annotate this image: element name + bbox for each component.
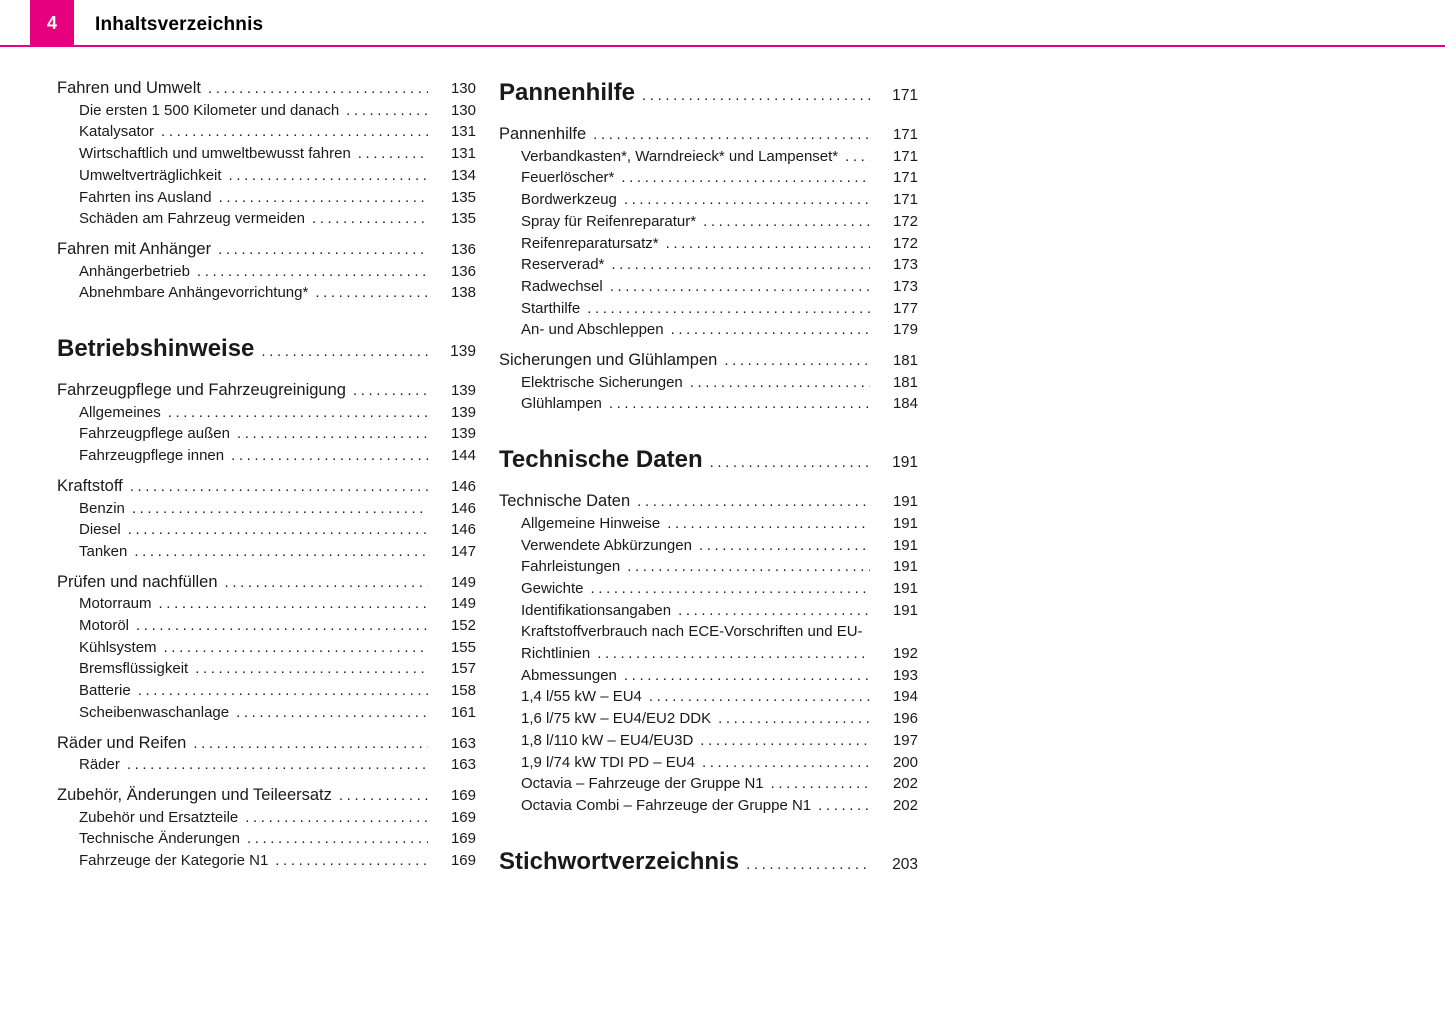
toc-entry-page: 152 [450, 617, 476, 635]
page-title: Inhaltsverzeichnis [95, 14, 264, 35]
toc-leader-dots [231, 445, 428, 467]
toc-leader-dots [621, 167, 870, 189]
toc-entry-label: Richtlinien [521, 645, 591, 663]
toc-leader-dots [193, 733, 428, 755]
toc-leader-dots [346, 100, 428, 122]
toc-leader-dots [609, 393, 870, 415]
toc-entry-page: 134 [450, 166, 476, 184]
toc-entry-label: Betriebshinweise [57, 335, 255, 363]
toc-entry [499, 491, 918, 513]
toc-entry-page: 163 [450, 756, 476, 774]
toc-entry [57, 187, 476, 209]
toc-entry-label: Abnehmbare Anhängevorrichtung* [79, 284, 309, 302]
toc-leader-dots [699, 535, 870, 557]
toc-entry-label: Räder [79, 756, 120, 774]
toc-entry-label: Bremsflüssigkeit [79, 660, 189, 678]
toc-leader-dots [195, 658, 428, 680]
toc-entry-label: Schäden am Fahrzeug vermeiden [79, 210, 305, 228]
toc-entry [57, 615, 476, 637]
toc-leader-dots [237, 423, 428, 445]
toc-entry [499, 665, 918, 687]
toc-leader-dots [818, 795, 870, 817]
toc-leader-dots [229, 165, 428, 187]
toc-entry [499, 686, 918, 708]
toc-column-right [499, 78, 918, 893]
toc-entry-page: 184 [892, 395, 918, 413]
toc-leader-dots [130, 476, 428, 498]
toc-entry-page: 191 [892, 558, 918, 576]
toc-entry [57, 519, 476, 541]
toc-leader-dots [718, 708, 870, 730]
toc-entry [499, 167, 918, 189]
toc-entry-page: 181 [892, 373, 918, 391]
toc-entry [57, 593, 476, 615]
toc-entry-page: 171 [892, 169, 918, 187]
toc-leader-dots [710, 448, 870, 478]
toc-leader-dots [627, 556, 870, 578]
toc-entry-label: Identifikationsangaben [521, 601, 672, 619]
toc-entry [57, 637, 476, 659]
toc-entry-label: Zubehör, Änderungen und Teileersatz [57, 785, 332, 804]
toc-entry-page: 169 [450, 808, 476, 826]
toc-leader-dots [159, 593, 428, 615]
toc-entry [57, 100, 476, 122]
toc-entry-page: 131 [450, 145, 476, 163]
toc-entry-page: 139 [450, 382, 476, 400]
toc-entry [499, 233, 918, 255]
toc-leader-dots [667, 513, 870, 535]
toc-entry [499, 298, 918, 320]
toc-entry-page: 155 [450, 638, 476, 656]
toc-entry-page: 161 [450, 703, 476, 721]
toc-entry [499, 513, 918, 535]
toc-entry [499, 254, 918, 276]
toc-entry-label: Räder und Reifen [57, 733, 187, 752]
toc-entry [57, 239, 476, 261]
toc-entry [57, 282, 476, 304]
toc-leader-dots [671, 319, 870, 341]
toc-entry [57, 572, 476, 594]
toc-leader-dots [724, 350, 870, 372]
toc-entry-label: Octavia Combi – Fahrzeuge der Gruppe N1 [521, 796, 812, 814]
toc-entry-label: 1,9 l/74 kW TDI PD – EU4 [521, 753, 695, 771]
toc-entry-page: 130 [450, 80, 476, 97]
toc-entry-label: Technische Daten [499, 446, 703, 474]
toc-entry [57, 733, 476, 755]
toc-entry-label: Tanken [79, 542, 128, 560]
toc-entry-page: 130 [450, 101, 476, 119]
toc-leader-dots [591, 578, 870, 600]
toc-entry-page: 179 [892, 321, 918, 339]
toc-entry [57, 476, 476, 498]
toc-leader-dots [197, 261, 428, 283]
toc-entry-label: Scheibenwaschanlage [79, 703, 230, 721]
page-header [0, 0, 1445, 47]
toc-entry-label: Fahrzeugpflege außen [79, 425, 230, 443]
toc-entry [499, 847, 918, 880]
toc-entry [57, 754, 476, 776]
toc-entry [57, 334, 476, 367]
toc-entry-page: 163 [450, 734, 476, 752]
toc-entry-page: 197 [892, 731, 918, 749]
toc-entry-page: 191 [892, 536, 918, 554]
toc-leader-dots [702, 752, 870, 774]
toc-entry-label: Fahrzeuge der Kategorie N1 [79, 852, 269, 870]
toc-entry-page: 200 [892, 753, 918, 771]
toc-entry-page: 139 [450, 403, 476, 421]
toc-entry-page: 169 [450, 830, 476, 848]
toc-entry [499, 211, 918, 233]
toc-entry-page: 135 [450, 188, 476, 206]
toc-entry [499, 276, 918, 298]
toc-leader-dots [593, 124, 870, 146]
toc-leader-dots [208, 78, 428, 100]
toc-entry-label: Umweltverträglichkeit [79, 166, 222, 184]
toc-entry-label: 1,8 l/110 kW – EU4/EU3D [521, 731, 694, 749]
toc-entry [57, 143, 476, 165]
toc-entry [499, 535, 918, 557]
toc-leader-dots [610, 276, 870, 298]
toc-entry-page: 135 [450, 210, 476, 228]
toc-entry-label: Verbandkasten*, Warndreieck* und Lampenset* [521, 147, 839, 165]
toc-entry-page: 171 [892, 87, 918, 104]
toc-entry [57, 785, 476, 807]
toc-leader-dots [666, 233, 870, 255]
toc-leader-dots [624, 665, 870, 687]
toc-leader-dots [587, 298, 870, 320]
toc-entry-label: Bordwerkzeug [521, 191, 617, 209]
toc-entry-label: Glühlampen [521, 395, 602, 413]
toc-entry-label: Batterie [79, 682, 131, 700]
toc-entry-page: 171 [892, 126, 918, 143]
toc-entry-label: Prüfen und nachfüllen [57, 572, 218, 591]
page-number-badge [30, 0, 74, 47]
toc-leader-dots [353, 380, 428, 402]
toc-entry-label: Reifenreparatursatz* [521, 234, 659, 252]
toc-entry-label: Motoröl [79, 617, 130, 635]
toc-entry-label: Fahrten ins Ausland [79, 188, 212, 206]
toc-entry-page: 191 [892, 514, 918, 532]
toc-entry-label: Fahrzeugpflege innen [79, 447, 225, 465]
toc-entry-page: 193 [892, 666, 918, 684]
toc-entry-label: Diesel [79, 521, 121, 539]
toc-entry-page: 191 [892, 493, 918, 511]
toc-entry-page: 172 [892, 234, 918, 252]
toc-entry-page: 191 [892, 579, 918, 597]
toc-entry [499, 795, 918, 817]
toc-leader-dots [132, 498, 428, 520]
toc-entry-label: Stichwortverzeichnis [499, 847, 740, 875]
toc-entry-page: 169 [450, 786, 476, 804]
toc-entry-page: 139 [450, 425, 476, 443]
toc-leader-dots [642, 81, 870, 111]
toc-entry-label: Pannenhilfe [499, 79, 636, 106]
toc-leader-dots [637, 491, 870, 513]
toc-entry-page: 146 [450, 499, 476, 517]
toc-leader-dots [218, 239, 428, 261]
toc-entry-label: Allgemeines [79, 403, 161, 421]
toc-entry-label: Katalysator [79, 123, 155, 141]
toc-leader-dots [845, 146, 870, 168]
toc-entry-page: 144 [450, 447, 476, 465]
toc-entry [499, 621, 918, 643]
toc-leader-dots [312, 208, 428, 230]
toc-leader-dots [611, 254, 870, 276]
toc-entry [57, 850, 476, 872]
toc-leader-dots [275, 850, 428, 872]
toc-entry-page: 169 [450, 852, 476, 870]
toc-entry-page: 138 [450, 284, 476, 302]
toc-entry-label: Fahrzeugpflege und Fahrzeugreinigung [57, 381, 346, 400]
toc-entry-page: 203 [892, 855, 918, 873]
toc-entry-label: Elektrische Sicherungen [521, 373, 683, 391]
toc-entry-page: 181 [892, 352, 918, 370]
toc-column-left [57, 78, 476, 893]
toc-entry [57, 423, 476, 445]
toc-entry-page: 202 [892, 796, 918, 814]
toc-leader-dots [236, 702, 428, 724]
toc-leader-dots [678, 600, 870, 622]
toc-entry-page: 149 [450, 573, 476, 591]
toc-entry [57, 380, 476, 402]
toc-leader-dots [247, 828, 428, 850]
page-number: 4 [46, 13, 57, 33]
toc-leader-dots [624, 189, 870, 211]
toc-entry [499, 372, 918, 394]
toc-leader-dots [219, 187, 428, 209]
toc-entry-label: Die ersten 1 500 Kilometer und danach [79, 101, 340, 119]
toc-entry [499, 643, 918, 665]
toc-entry [499, 393, 918, 415]
toc-entry-label: Gewichte [521, 579, 584, 597]
toc-entry [57, 402, 476, 424]
toc-entry-page: 196 [892, 710, 918, 728]
toc-entry-label: Reserverad* [521, 256, 605, 274]
toc-entry-label: Motorraum [79, 595, 152, 613]
toc-entry [499, 124, 918, 146]
toc-entry [57, 445, 476, 467]
toc-leader-dots [703, 211, 870, 233]
toc-entry [57, 541, 476, 563]
toc-leader-dots [138, 680, 428, 702]
toc-leader-dots [597, 643, 870, 665]
toc-leader-dots [261, 337, 428, 367]
toc-entry-label: Starthilfe [521, 299, 581, 317]
toc-leader-dots [339, 785, 428, 807]
toc-entry-page: 202 [892, 775, 918, 793]
toc-leader-dots [315, 282, 428, 304]
toc-entry-page: 136 [450, 240, 476, 258]
toc-entry-label: Kraftstoffverbrauch nach ECE-Vorschriften und EU- [521, 623, 863, 641]
toc-leader-dots [358, 143, 428, 165]
toc-entry-label: Wirtschaftlich und umweltbewusst fahren [79, 145, 351, 163]
toc-entry [57, 702, 476, 724]
toc-columns [0, 47, 1445, 893]
toc-entry-label: Benzin [79, 499, 125, 517]
toc-entry-page: 191 [892, 454, 918, 472]
toc-entry-label: Feuerlöscher* [521, 169, 615, 187]
toc-entry-label: Kraftstoff [57, 476, 123, 495]
toc-leader-dots [690, 372, 870, 394]
toc-entry [499, 189, 918, 211]
toc-entry-page: 191 [892, 601, 918, 619]
toc-entry [499, 556, 918, 578]
toc-entry-page: 172 [892, 212, 918, 230]
toc-entry [499, 730, 918, 752]
toc-entry-page: 171 [892, 147, 918, 165]
toc-entry [499, 578, 918, 600]
toc-entry-label: Fahren und Umwelt [57, 79, 201, 97]
toc-entry-label: Fahren mit Anhänger [57, 239, 212, 258]
toc-entry [57, 658, 476, 680]
toc-leader-dots [168, 402, 428, 424]
toc-entry-page: 146 [450, 477, 476, 495]
toc-entry-page: 158 [450, 682, 476, 700]
toc-entry-label: Kühlsystem [79, 638, 157, 656]
toc-entry [499, 773, 918, 795]
toc-entry [499, 708, 918, 730]
toc-entry-page: 177 [892, 299, 918, 317]
toc-entry [57, 498, 476, 520]
toc-entry-label: Sicherungen und Glühlampen [499, 351, 718, 370]
toc-entry-label: Allgemeine Hinweise [521, 514, 661, 532]
toc-entry [499, 146, 918, 168]
toc-entry-page: 192 [892, 645, 918, 663]
toc-entry [57, 165, 476, 187]
toc-entry-page: 173 [892, 277, 918, 295]
toc-entry-label: Pannenhilfe [499, 125, 587, 143]
toc-entry-label: Radwechsel [521, 277, 603, 295]
toc-entry-page: 194 [892, 688, 918, 706]
toc-entry-label: Abmessungen [521, 666, 617, 684]
toc-leader-dots [245, 807, 428, 829]
toc-leader-dots [128, 519, 428, 541]
toc-entry [499, 445, 918, 478]
toc-leader-dots [700, 730, 870, 752]
toc-entry-page: 149 [450, 595, 476, 613]
toc-leader-dots [649, 686, 870, 708]
toc-entry-label: Technische Daten [499, 492, 631, 511]
toc-entry [499, 78, 918, 111]
toc-entry [499, 752, 918, 774]
toc-leader-dots [134, 541, 428, 563]
toc-leader-dots [225, 572, 428, 594]
toc-leader-dots [746, 850, 870, 880]
toc-entry [499, 350, 918, 372]
toc-entry-page: 157 [450, 660, 476, 678]
toc-entry [57, 208, 476, 230]
toc-entry-label: Technische Änderungen [79, 830, 240, 848]
toc-entry [57, 261, 476, 283]
toc-entry [499, 319, 918, 341]
toc-entry-label: Verwendete Abkürzungen [521, 536, 692, 554]
toc-entry-page: 136 [450, 262, 476, 280]
toc-entry [57, 828, 476, 850]
toc-entry-label: 1,4 l/55 kW – EU4 [521, 688, 642, 706]
toc-entry [57, 78, 476, 100]
toc-entry-label: Spray für Reifenreparatur* [521, 212, 697, 230]
toc-leader-dots [161, 121, 428, 143]
toc-entry-label: Zubehör und Ersatzteile [79, 808, 239, 826]
toc-leader-dots [127, 754, 428, 776]
toc-entry [57, 121, 476, 143]
toc-entry-label: Octavia – Fahrzeuge der Gruppe N1 [521, 775, 764, 793]
toc-leader-dots [771, 773, 870, 795]
toc-entry [57, 680, 476, 702]
toc-entry-page: 171 [892, 191, 918, 209]
toc-entry-label: Anhängerbetrieb [79, 262, 190, 280]
toc-entry-page: 131 [450, 123, 476, 141]
toc-entry [499, 600, 918, 622]
toc-entry-label: An- und Abschleppen [521, 321, 664, 339]
toc-entry-label: 1,6 l/75 kW – EU4/EU2 DDK [521, 710, 712, 728]
toc-leader-dots [164, 637, 428, 659]
toc-entry-page: 173 [892, 256, 918, 274]
toc-entry-page: 139 [450, 343, 476, 361]
toc-entry [57, 807, 476, 829]
toc-entry-label: Fahrleistungen [521, 558, 621, 576]
toc-leader-dots [136, 615, 428, 637]
toc-entry-page: 147 [450, 542, 476, 560]
toc-entry-page: 146 [450, 521, 476, 539]
